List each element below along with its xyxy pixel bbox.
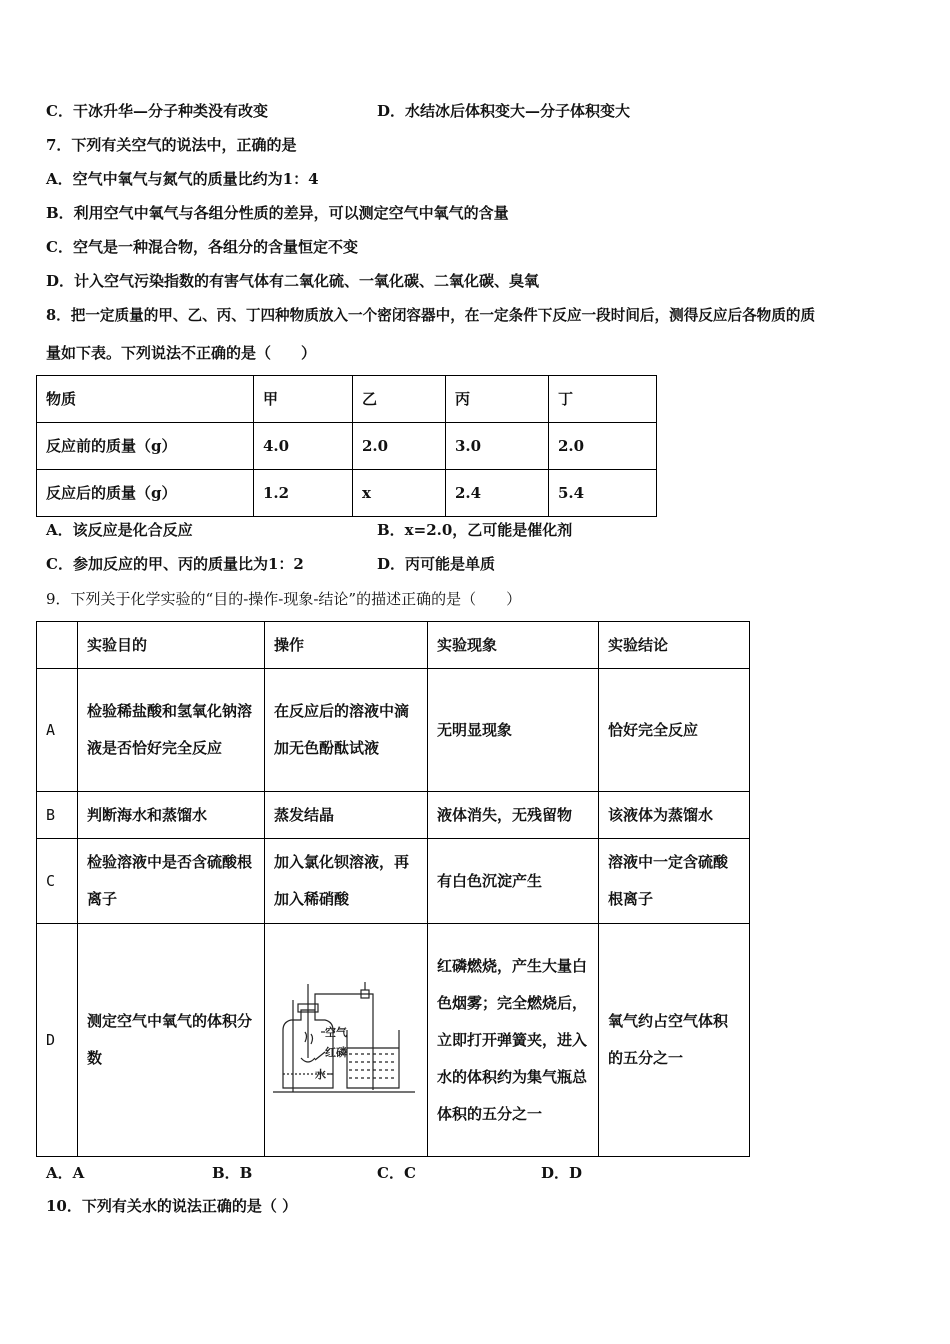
table-cell: 2.4 — [446, 470, 549, 517]
table-cell: x — [353, 470, 446, 517]
q8-option-c: C．参加反应的甲、丙的质量比为1：2 — [46, 555, 304, 573]
table-row — [37, 924, 750, 1157]
q8-option-a: A．该反应是化合反应 — [46, 521, 193, 539]
table-cell: 3.0 — [446, 423, 549, 470]
table-cell: 溶液中一定含硫酸根离子 — [599, 839, 750, 924]
q8-stem-line2: 量如下表。下列说法不正确的是（ ） — [46, 344, 317, 362]
q9-stem: 9．下列关于化学实验的“目的-操作-现象-结论”的描述正确的是（ ） — [46, 590, 522, 608]
q9-option-d: D．D — [541, 1164, 583, 1182]
table-row — [37, 622, 750, 669]
table-header-cell: 物质 — [37, 376, 254, 423]
diagram-label-phosphorus: 红磷 — [325, 1047, 347, 1059]
q10-stem: 10．下列有关水的说法正确的是（ ） — [46, 1197, 298, 1215]
apparatus-cell — [265, 924, 428, 1157]
combustion-spoon — [301, 1058, 315, 1062]
table-cell: 5.4 — [549, 470, 657, 517]
table-header-cell: 丙 — [446, 376, 549, 423]
table-row — [37, 423, 657, 470]
table-row — [37, 376, 657, 423]
table-cell: 蒸发结晶 — [265, 792, 428, 839]
table-cell: 判断海水和蒸馏水 — [78, 792, 265, 839]
table-cell: 4.0 — [254, 423, 353, 470]
q8-option-b: B．x=2.0，乙可能是催化剂 — [377, 521, 573, 539]
q6-option-c: C．干冰升华—分子种类没有改变 — [46, 102, 268, 120]
table-header-cell: 实验结论 — [599, 622, 750, 669]
q7-stem: 7．下列有关空气的说法中，正确的是 — [46, 136, 297, 154]
q9-option-b: B．B — [212, 1164, 253, 1182]
table-cell: 测定空气中氧气的体积分数 — [78, 924, 265, 1157]
leader-line — [315, 1052, 325, 1060]
oxygen-measurement-apparatus-diagram — [265, 970, 427, 1110]
table-cell: 液体消失，无残留物 — [428, 792, 599, 839]
q8-stem-line1: 8．把一定质量的甲、乙、丙、丁四种物质放入一个密闭容器中，在一定条件下反应一段时间后，测得反应后各物质的质 — [46, 307, 816, 324]
table-header-cell: 操作 — [265, 622, 428, 669]
table-header-cell: 实验现象 — [428, 622, 599, 669]
row-label: C — [37, 839, 78, 924]
q6-option-d: D．水结冰后体积变大—分子体积变大 — [377, 102, 631, 120]
table-cell: 2.0 — [353, 423, 446, 470]
q7-option-a: A．空气中氧气与氮气的质量比约为1：4 — [46, 170, 319, 188]
q8-mass-table — [36, 375, 657, 517]
table-cell: 2.0 — [549, 423, 657, 470]
table-header-cell: 甲 — [254, 376, 353, 423]
table-cell: 在反应后的溶液中滴加无色酚酞试液 — [265, 669, 428, 792]
table-cell: 1.2 — [254, 470, 353, 517]
table-header-cell: 丁 — [549, 376, 657, 423]
table-cell: 反应后的质量（g） — [37, 470, 254, 517]
row-label: A — [37, 669, 78, 792]
table-cell: 检验稀盐酸和氢氧化钠溶液是否恰好完全反应 — [78, 669, 265, 792]
diagram-label-air: 空气 — [325, 1027, 347, 1039]
table-cell: 有白色沉淀产生 — [428, 839, 599, 924]
table-cell: 红磷燃烧，产生大量白色烟雾；完全燃烧后，立即打开弹簧夹，进入水的体积约为集气瓶总体积的五分之一 — [428, 924, 599, 1157]
table-cell: 反应前的质量（g） — [37, 423, 254, 470]
table-cell: 无明显现象 — [428, 669, 599, 792]
q9-option-c: C．C — [377, 1164, 416, 1182]
table-row — [37, 669, 750, 792]
table-row — [37, 792, 750, 839]
table-row — [37, 839, 750, 924]
diagram-label-water: 水 — [315, 1069, 326, 1081]
flame-icon — [305, 1032, 313, 1044]
table-cell: 加入氯化钡溶液，再加入稀硝酸 — [265, 839, 428, 924]
q7-option-b: B．利用空气中氧气与各组分性质的差异，可以测定空气中氧气的含量 — [46, 204, 509, 222]
table-row — [37, 470, 657, 517]
table-header-cell: 实验目的 — [78, 622, 265, 669]
q9-experiment-table — [36, 621, 750, 1157]
table-cell: 氧气约占空气体积的五分之一 — [599, 924, 750, 1157]
row-label: D — [37, 924, 78, 1157]
table-header-cell — [37, 622, 78, 669]
table-cell: 检验溶液中是否含硫酸根离子 — [78, 839, 265, 924]
table-cell: 该液体为蒸馏水 — [599, 792, 750, 839]
q8-option-d: D．丙可能是单质 — [377, 555, 496, 573]
q7-option-d: D．计入空气污染指数的有害气体有二氧化硫、一氧化碳、二氧化碳、臭氧 — [46, 272, 540, 290]
row-label: B — [37, 792, 78, 839]
table-header-cell: 乙 — [353, 376, 446, 423]
q9-option-a: A．A — [46, 1164, 85, 1182]
table-cell: 恰好完全反应 — [599, 669, 750, 792]
q7-option-c: C．空气是一种混合物，各组分的含量恒定不变 — [46, 238, 358, 256]
